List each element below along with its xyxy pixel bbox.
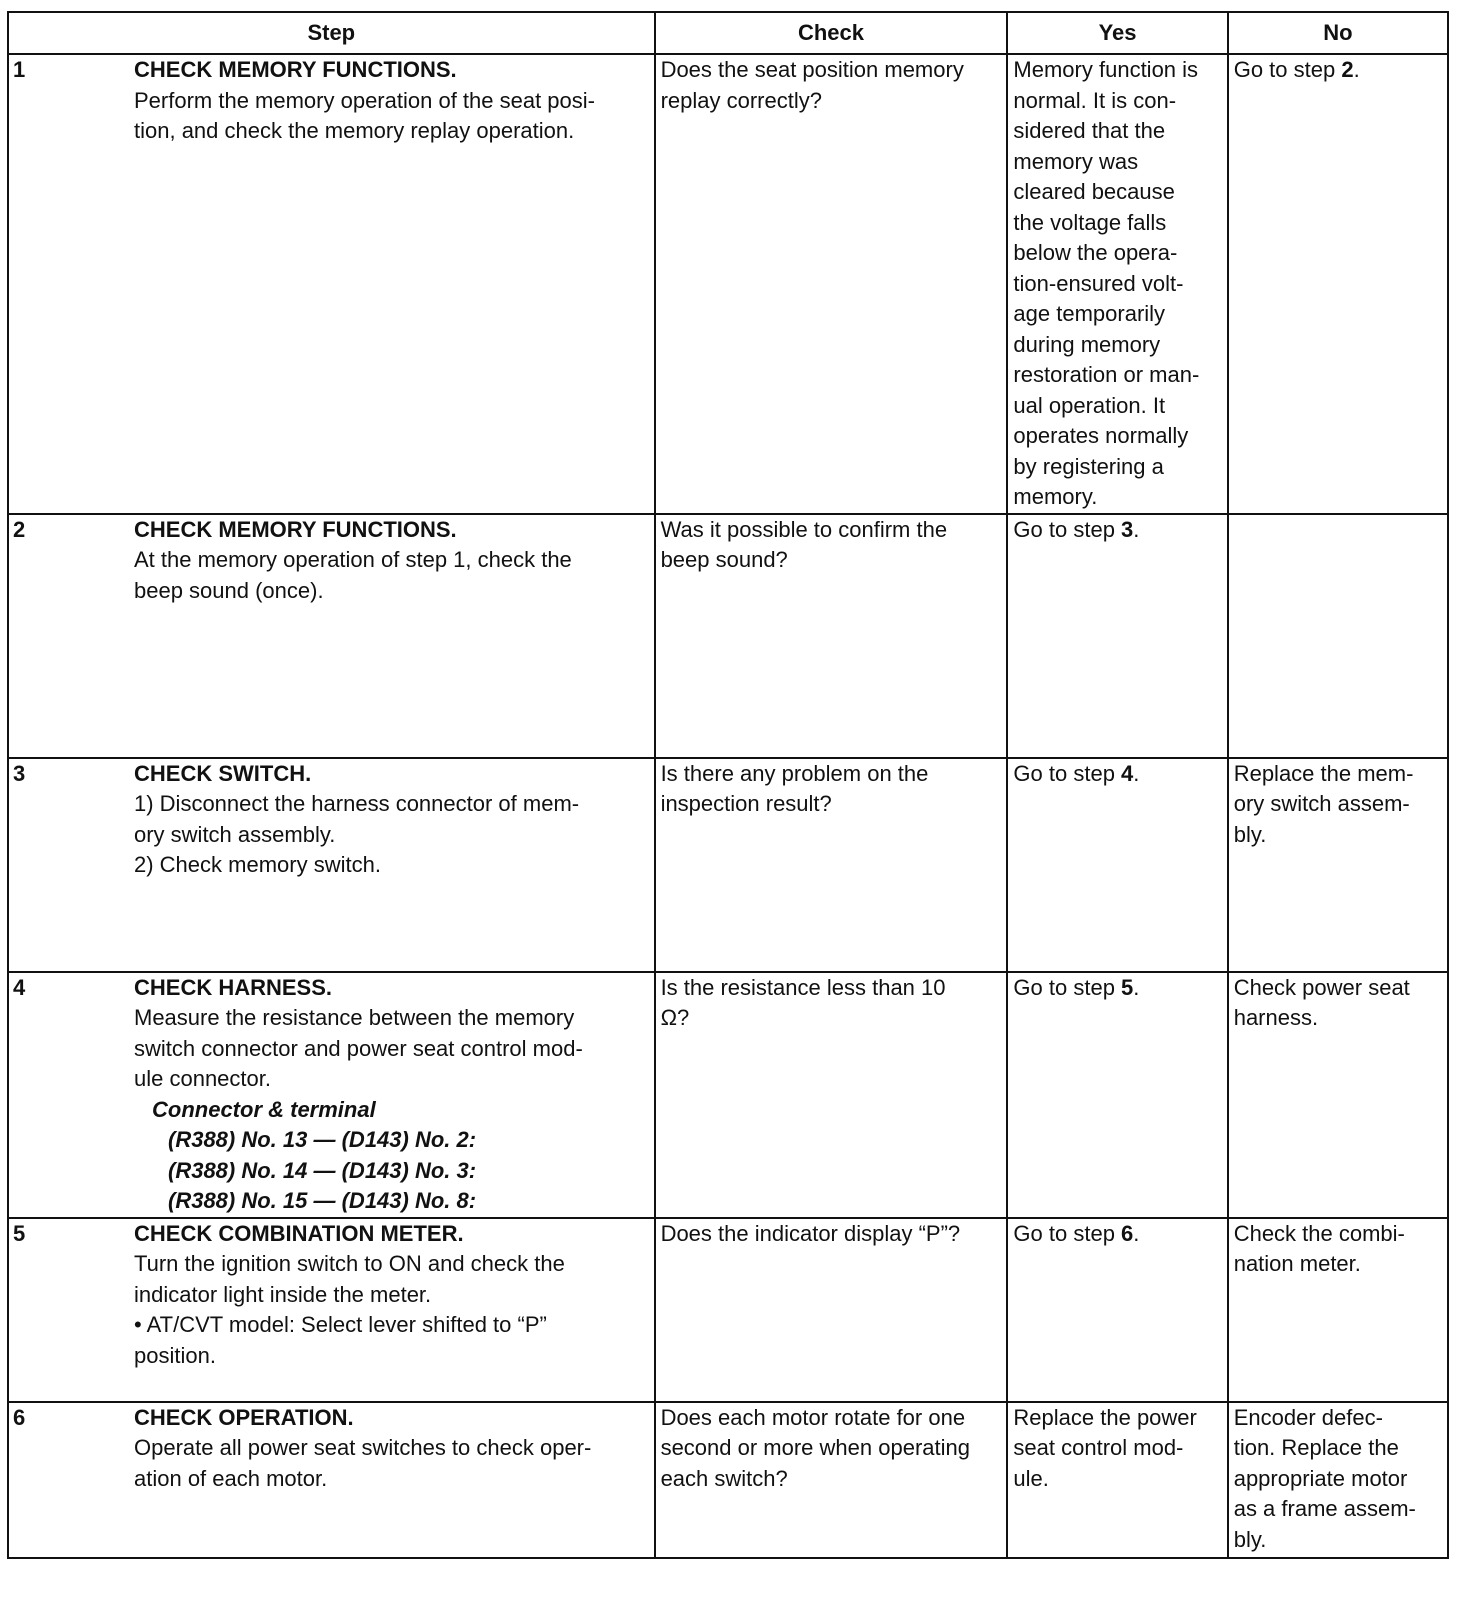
step-number: 6 — [13, 1404, 26, 1430]
no-suffix: . — [1353, 57, 1360, 82]
connector-heading: Connector & terminal — [152, 1096, 376, 1122]
check-cell: Is the resistance less than 10 Ω? — [655, 972, 1008, 1218]
check-cell: Was it possible to confirm the beep sound? — [655, 514, 1008, 758]
step-title: CHECK COMBINATION METER. — [134, 1220, 464, 1246]
step-number: 4 — [13, 974, 26, 1000]
table-row — [8, 54, 1448, 514]
step-cell — [8, 1218, 655, 1402]
check-cell: Is there any problem on the inspection result? — [655, 758, 1008, 972]
yes-step-number: 3 — [1121, 516, 1134, 542]
step-title: CHECK OPERATION. — [134, 1404, 354, 1430]
yes-suffix: . — [1133, 1220, 1140, 1246]
no-cell: Check the combi- nation meter. — [1228, 1218, 1448, 1402]
yes-step-number: 6 — [1121, 1220, 1134, 1246]
no-cell: Check power seat harness. — [1228, 972, 1448, 1218]
step-cell — [8, 514, 655, 758]
yes-cell — [1007, 972, 1227, 1218]
step-title: CHECK SWITCH. — [134, 760, 312, 786]
step-instructions: Turn the ignition switch to ON and check the indicator light inside the meter. — [134, 1251, 565, 1307]
header-row — [8, 12, 1448, 54]
connector-line: (R388) No. 15 — (D143) No. 8: — [168, 1188, 477, 1213]
step-cell — [8, 54, 655, 514]
yes-suffix: . — [1133, 974, 1140, 1000]
step-instructions: Measure the resistance between the memory switch connector and power seat control mod- ule connector. — [134, 1005, 583, 1091]
step-number: 1 — [13, 57, 26, 82]
header-yes: Yes — [1007, 12, 1227, 54]
check-cell: Does the indicator display “P”? — [655, 1218, 1008, 1402]
step-item: 1) Disconnect the harness connector of mem- ory switch assembly. — [134, 791, 580, 847]
step-title: CHECK MEMORY FUNCTIONS. — [134, 57, 457, 82]
no-step-number: 2 — [1341, 57, 1354, 82]
no-cell — [1228, 54, 1448, 514]
connector-line: (R388) No. 14 — (D143) No. 3: — [168, 1157, 477, 1183]
step-cell — [8, 1402, 655, 1558]
table-row — [8, 514, 1448, 758]
step-number: 3 — [13, 760, 26, 786]
step-instructions: Operate all power seat switches to check oper- ation of each motor. — [134, 1435, 592, 1491]
step-instructions: Perform the memory operation of the seat posi- tion, and check the memory replay operation. — [134, 87, 595, 143]
no-prefix: Go to step — [1233, 57, 1342, 82]
header-step: Step — [8, 12, 655, 54]
yes-prefix: Go to step — [1013, 1220, 1122, 1246]
step-number: 2 — [13, 516, 26, 542]
yes-suffix: . — [1133, 516, 1140, 542]
yes-prefix: Go to step — [1013, 516, 1122, 542]
no-cell: Replace the mem- ory switch assem- bly. — [1228, 758, 1448, 972]
step-cell — [8, 972, 655, 1218]
yes-prefix: Go to step — [1013, 974, 1122, 1000]
header-check: Check — [655, 12, 1008, 54]
check-cell: Does each motor rotate for one second or more when operating each switch? — [655, 1402, 1008, 1558]
yes-cell — [1007, 758, 1227, 972]
step-title: CHECK MEMORY FUNCTIONS. — [134, 516, 457, 542]
step-bullet: • AT/CVT model: Select lever shifted to “P” position. — [134, 1312, 547, 1368]
step-instructions: At the memory operation of step 1, check the beep sound (once). — [134, 547, 572, 603]
yes-step-number: 4 — [1121, 760, 1134, 786]
step-item: 2) Check memory switch. — [134, 852, 381, 877]
step-title: CHECK HARNESS. — [134, 974, 333, 1000]
yes-cell — [1007, 514, 1227, 758]
yes-cell: Memory function is normal. It is con- sidered that the memory was cleared because the voltage falls below the opera- tion-ensured volt- age temporarily during memory restoration or man- ual operation. It operates normally by registering a memory. — [1007, 54, 1227, 514]
yes-cell: Replace the power seat control mod- ule. — [1007, 1402, 1227, 1558]
step-number: 5 — [13, 1220, 26, 1246]
no-cell: Encoder defec- tion. Replace the appropriate motor as a frame assem- bly. — [1228, 1402, 1448, 1558]
table-row — [8, 972, 1448, 1218]
yes-cell — [1007, 1218, 1227, 1402]
yes-suffix: . — [1133, 760, 1140, 786]
table-row — [8, 1218, 1448, 1402]
yes-step-number: 5 — [1121, 974, 1134, 1000]
no-cell — [1228, 514, 1448, 758]
connector-line: (R388) No. 13 — (D143) No. 2: — [168, 1127, 477, 1152]
check-cell: Does the seat position memory replay correctly? — [655, 54, 1008, 514]
step-cell — [8, 758, 655, 972]
diagnostic-table — [7, 11, 1449, 1559]
table-row — [8, 1402, 1448, 1558]
yes-prefix: Go to step — [1013, 760, 1122, 786]
table-row — [8, 758, 1448, 972]
header-no: No — [1228, 12, 1448, 54]
